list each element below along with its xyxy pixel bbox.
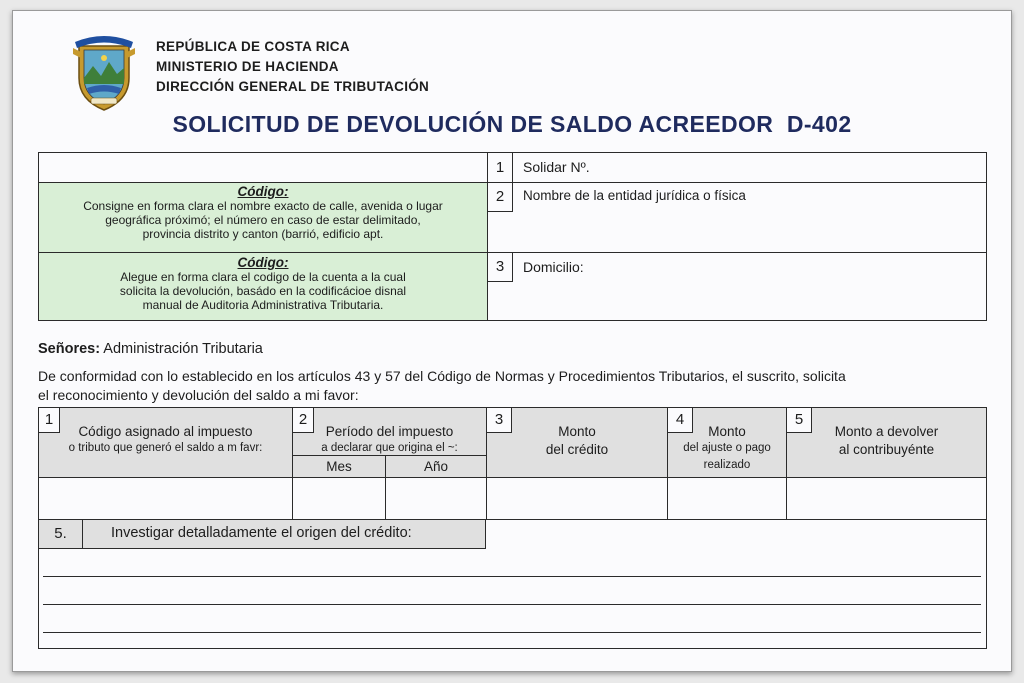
header-directorate: DIRECCIÓN GENERAL DE TRIBUTACIÓN xyxy=(156,79,430,94)
col2-line1: Período del impuesto xyxy=(325,424,454,439)
col5-input[interactable] xyxy=(786,477,987,520)
col2-ano: Año xyxy=(423,459,449,474)
section5-label: Investigar detalladamente el origen del crédito: xyxy=(111,525,412,541)
codigo-1-line3: provincia distrito y canton (barrió, edificio apt. xyxy=(142,227,384,241)
col3-line1: Monto xyxy=(558,424,596,439)
col2-label xyxy=(292,423,487,457)
writing-line-2[interactable] xyxy=(43,604,981,605)
col2-number: 2 xyxy=(292,407,314,433)
col1-line2: o tributo que generó el saldo a m favr: xyxy=(68,442,263,454)
writing-line-3[interactable] xyxy=(43,632,981,633)
paragraph-line2: el reconocimiento y devolución del saldo a mi favor: xyxy=(38,387,359,403)
col4-line2: del ajuste o pago xyxy=(683,442,771,454)
col2-mes-input[interactable] xyxy=(292,477,386,520)
form-title: SOLICITUD DE DEVOLUCIÓN DE SALDO ACREEDOR D-402 xyxy=(172,111,852,137)
col4-line3: realizado xyxy=(703,459,751,471)
field-1-label: Solidar Nº. xyxy=(523,159,590,175)
senores-value: Administración Tributaria xyxy=(103,341,263,357)
codigo-1-line1: Consigne en forma clara el nombre exacto de calle, avenida o lugar xyxy=(83,199,443,213)
col2-ano-input[interactable] xyxy=(385,477,487,520)
codigo-1-heading: Código: xyxy=(237,184,289,199)
senores-line xyxy=(38,340,263,359)
col4-number: 4 xyxy=(667,407,693,433)
col4-label xyxy=(667,423,787,474)
field-1-number: 1 xyxy=(487,152,513,183)
col2-mes: Mes xyxy=(326,459,352,474)
section5-number: 5. xyxy=(54,525,67,542)
col1-label xyxy=(38,423,293,457)
codigo-2-heading: Código: xyxy=(237,255,289,270)
coat-of-arms-icon xyxy=(71,28,137,114)
col5-line1: Monto a devolver xyxy=(834,424,939,439)
col1-input[interactable] xyxy=(38,477,293,520)
col5-number: 5 xyxy=(786,407,812,433)
codigo-2-line2: solicita la devolución, basádo en la codificácioe disnal xyxy=(119,284,407,298)
col4-input[interactable] xyxy=(667,477,787,520)
form-sheet xyxy=(12,10,1012,672)
col4-line1: Monto xyxy=(708,424,746,439)
header-country: REPÚBLICA DE COSTA RICA xyxy=(156,39,350,54)
col5-line2: al contribuyénte xyxy=(838,442,935,457)
codigo-1-text xyxy=(38,185,488,241)
col3-line2: del crédito xyxy=(545,442,609,457)
section5-number-cell xyxy=(38,519,83,549)
senores-label: Señores: xyxy=(38,341,101,357)
codigo-2-text xyxy=(38,256,488,312)
col3-number: 3 xyxy=(486,407,512,433)
header-ministry: MINISTERIO DE HACIENDA xyxy=(156,59,339,74)
field-3-label: Domicilio: xyxy=(523,259,584,275)
col1-number: 1 xyxy=(38,407,60,433)
col5-label xyxy=(786,423,987,459)
codigo-1-line2: geográfica próximó; el número en caso de estar delimitado, xyxy=(105,213,421,227)
col3-label xyxy=(486,423,668,459)
field-3-number: 3 xyxy=(487,252,513,282)
col2-line2: a declarar que origina el ~: xyxy=(321,442,458,454)
field-2-label: Nombre de la entidad jurídica o física xyxy=(523,188,746,203)
agency-header xyxy=(156,37,429,97)
writing-line-1[interactable] xyxy=(43,576,981,577)
codigo-2-line1: Alegue en forma clara el codigo de la cuenta a la cual xyxy=(120,270,406,284)
col1-line1: Código asignado al impuesto xyxy=(78,424,253,439)
field-2-number: 2 xyxy=(487,182,513,212)
request-paragraph xyxy=(38,367,988,405)
paragraph-line1: De conformidad con lo establecido en los artículos 43 y 57 del Código de Normas y Procedimientos Tributarios, el suscrito, solicita xyxy=(38,368,846,384)
codigo-2-line3: manual de Auditoria Administrativa Tributaria. xyxy=(142,298,384,312)
top-left-blank xyxy=(38,152,488,183)
col3-input[interactable] xyxy=(486,477,668,520)
